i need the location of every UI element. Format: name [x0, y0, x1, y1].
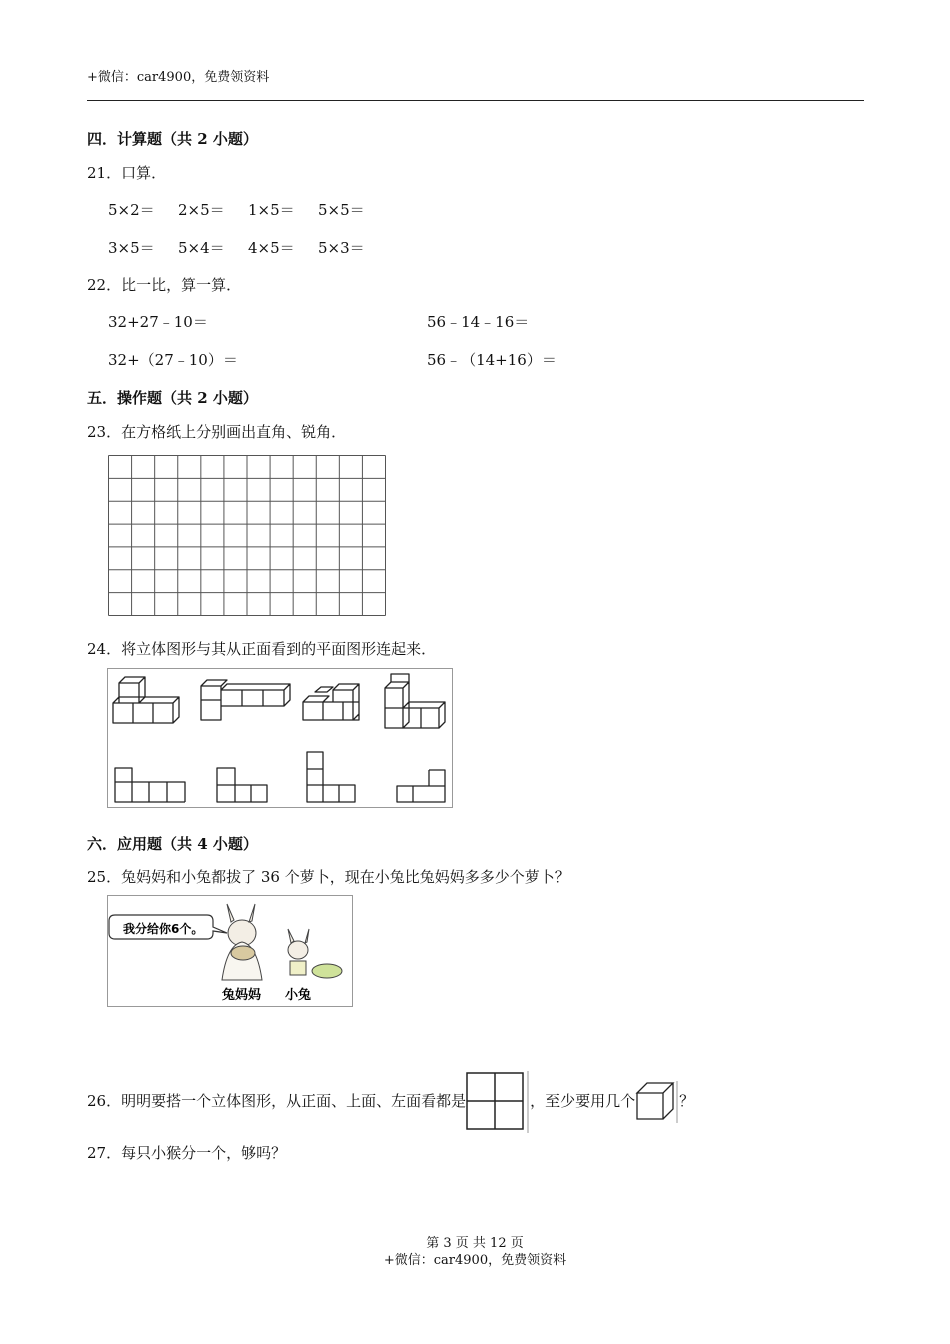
label-baby-rabbit: 小兔 — [285, 988, 312, 1003]
section-5-title: 五．操作题（共 2 小题） — [87, 389, 258, 407]
cube-icon — [635, 1081, 679, 1123]
solid-figures-panel — [107, 668, 453, 808]
page-number: 第 3 页 共 12 页 — [426, 1236, 524, 1251]
q26-line — [87, 1071, 694, 1133]
label-mother-rabbit: 兔妈妈 — [222, 988, 262, 1003]
section-4-title: 四．计算题（共 2 小题） — [87, 130, 258, 148]
q25-title: 25．兔妈妈和小兔都拔了 36 个萝卜，现在小兔比兔妈妈多多少个萝卜？ — [87, 868, 570, 886]
grid-paper[interactable] — [108, 455, 388, 620]
footer-note: +微信：car4900，免费领资料 — [383, 1253, 567, 1268]
solid-figure-3[interactable] — [303, 684, 359, 720]
four-square-view-icon — [466, 1071, 530, 1133]
header-rule — [87, 100, 864, 101]
q24-title: 24．将立体图形与其从正面看到的平面图形连起来． — [87, 640, 437, 658]
speech-bubble — [109, 915, 227, 939]
header-text: +微信：car4900，免费领资料 — [87, 70, 270, 85]
q21-item: 2×5＝ — [178, 201, 225, 219]
q22-expression: 32+27﹣10＝ — [108, 313, 208, 331]
q21-item: 3×5＝ — [108, 239, 155, 257]
q21-item: 5×5＝ — [318, 201, 365, 219]
q21-title: 21．口算． — [87, 164, 167, 182]
q27-title: 27．每只小猴分一个，够吗？ — [87, 1144, 287, 1162]
q23-title: 23．在方格纸上分别画出直角、锐角． — [87, 423, 347, 441]
q21-item: 5×3＝ — [318, 239, 365, 257]
front-view-3[interactable] — [307, 752, 355, 802]
q26-text-b: ，至少要用几个 — [530, 1092, 636, 1110]
q26-text-a: 26．明明要搭一个立体图形，从正面、上面、左面看都是 — [87, 1092, 467, 1110]
solid-figure-2[interactable] — [201, 680, 290, 720]
q21-item: 5×2＝ — [108, 201, 155, 219]
front-view-1[interactable] — [115, 768, 185, 802]
q21-item: 1×5＝ — [248, 201, 295, 219]
q21-item: 4×5＝ — [248, 239, 295, 257]
front-view-4[interactable] — [397, 770, 445, 802]
rabbit-picture — [107, 895, 353, 1007]
section-6-title: 六．应用题（共 4 小题） — [87, 835, 258, 853]
q21-row-1 — [108, 199, 388, 220]
q21-row-2 — [108, 237, 388, 258]
q22-expression: 56﹣14﹣16＝ — [427, 313, 530, 331]
solid-figure-4[interactable] — [385, 674, 445, 728]
speech-text: 我分给你6个。 — [123, 922, 204, 936]
q22-title: 22．比一比，算一算． — [87, 276, 242, 294]
q26-text-c: ？ — [679, 1092, 695, 1110]
q21-item: 5×4＝ — [178, 239, 225, 257]
q22-expression: 32+（27﹣10）＝ — [108, 351, 238, 369]
front-view-2[interactable] — [217, 768, 267, 802]
q22-expression: 56﹣（14+16）＝ — [427, 351, 557, 369]
solid-figure-1[interactable] — [113, 677, 179, 723]
